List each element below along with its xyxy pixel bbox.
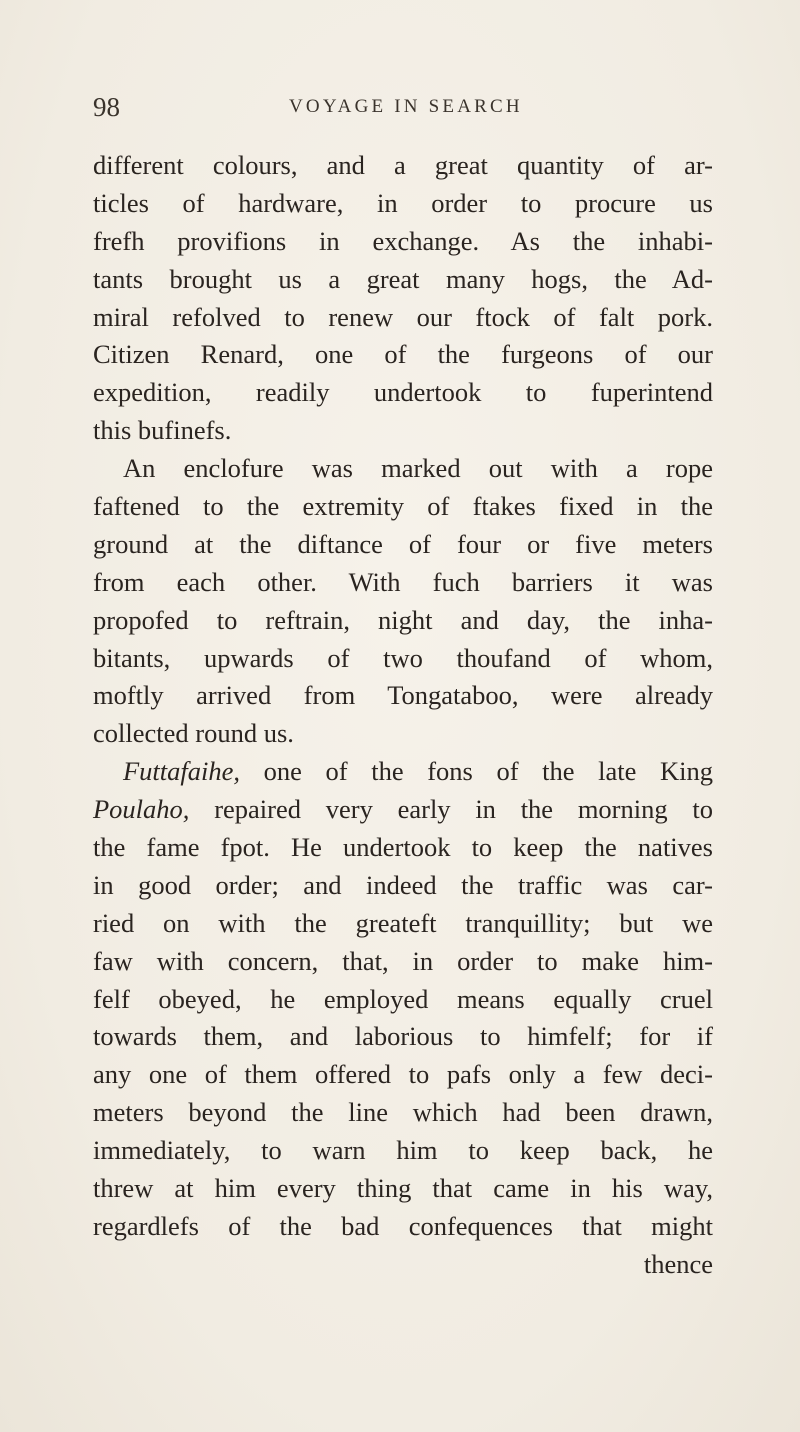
body-text: [93, 147, 713, 1284]
text-fragment: repaired very early in the morning to: [189, 794, 713, 825]
running-title: VOYAGE IN SEARCH: [289, 96, 523, 117]
text-line: An enclofure was marked out with a rope: [123, 453, 713, 484]
catchword: thence: [643, 1248, 713, 1279]
text-line: towards them, and laborious to himfelf; for if: [93, 1021, 713, 1052]
text-line: meters beyond the line which had been drawn,: [93, 1097, 713, 1128]
text-line: faftened to the extremity of ftakes fixed in the: [93, 491, 713, 522]
text-line: from each other. With fuch barriers it was: [93, 566, 713, 597]
text-line: moftly arrived from Tongataboo, were already: [93, 680, 713, 711]
running-head: [93, 92, 713, 132]
text-line: this bufinefs.: [93, 415, 232, 446]
text-line: any one of them offered to pafs only a few deci-: [93, 1059, 713, 1090]
person-name: Poulaho,: [93, 794, 190, 825]
page-number: 98: [93, 92, 120, 122]
text-line: threw at him every thing that came in his way,: [93, 1173, 713, 1204]
text-line: faw with concern, that, in order to make him-: [93, 945, 713, 976]
text-line: immediately, to warn him to keep back, he: [93, 1135, 713, 1166]
text-line: [93, 791, 713, 829]
text-line: regardlefs of the bad confequences that might: [93, 1210, 713, 1241]
text-line: bitants, upwards of two thoufand of whom,: [93, 642, 713, 673]
text-fragment: one of the fons of the late King: [240, 756, 713, 787]
text-line: the fame fpot. He undertook to keep the natives: [93, 832, 713, 863]
text-line: in good order; and indeed the traffic was car-: [93, 869, 713, 900]
text-line: Citizen Renard, one of the furgeons of our: [93, 339, 713, 370]
text-line: ground at the diftance of four or five meters: [93, 528, 713, 559]
text-line: collected round us.: [93, 718, 294, 749]
text-line: ticles of hardware, in order to procure us: [93, 187, 713, 218]
text-line: tants brought us a great many hogs, the Ad-: [93, 263, 713, 294]
text-line: expedition, readily undertook to fuperintend: [93, 377, 713, 408]
text-line: ried on with the greateft tranquillity; but we: [93, 907, 713, 938]
text-line: felf obeyed, he employed means equally cruel: [93, 983, 713, 1014]
text-line: miral refolved to renew our ftock of falt pork.: [93, 301, 713, 332]
text-line: different colours, and a great quantity of ar-: [93, 150, 713, 180]
text-line: [93, 753, 713, 791]
text-line: frefh provifions in exchange. As the inhabi-: [93, 225, 713, 256]
text-line: propofed to reftrain, night and day, the inha-: [93, 604, 713, 635]
person-name: Futtafaihe,: [123, 756, 241, 787]
